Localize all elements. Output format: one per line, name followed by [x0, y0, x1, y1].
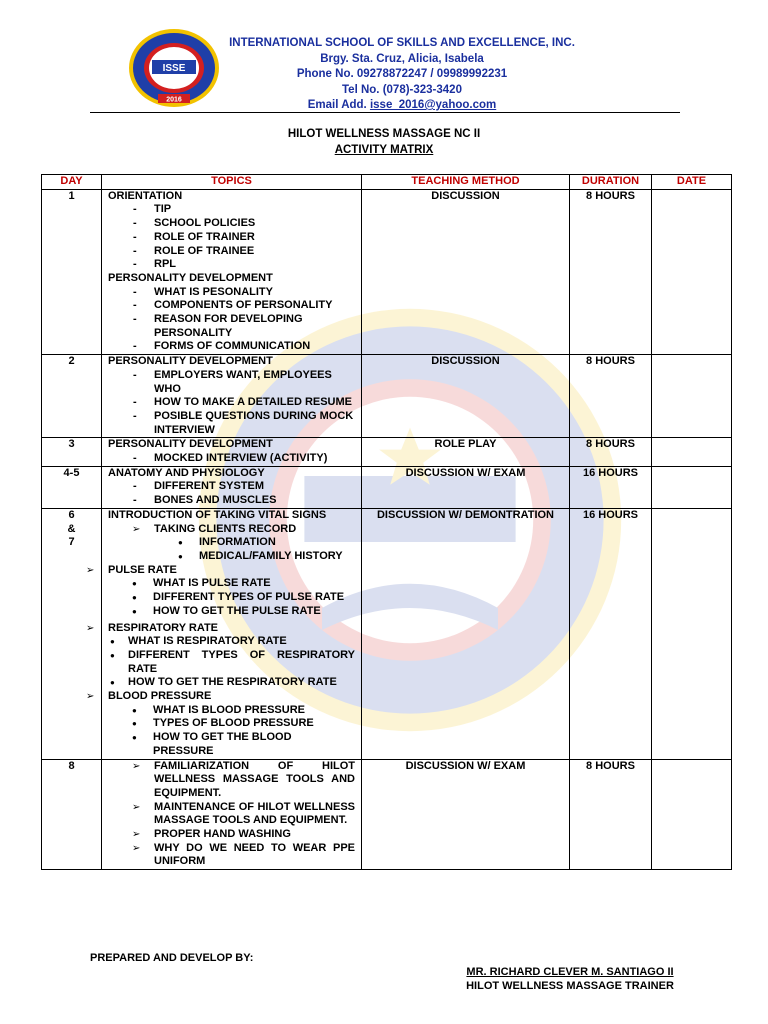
matrix-title: ACTIVITY MATRIX: [334, 144, 434, 156]
school-address: Brgy. Sta. Cruz, Alicia, Isabela: [320, 52, 484, 65]
list-item: - ROLE OF TRAINER: [108, 231, 355, 245]
subtopic-list: [108, 480, 355, 507]
list-item: ● HOW TO GET THE PULSE RATE: [108, 605, 355, 619]
list-item: - TIP: [108, 203, 355, 217]
list-item: - EMPLOYERS WANT, EMPLOYEES WHO: [108, 369, 355, 396]
method-cell: DISCUSSION W/ DEMONTRATION: [362, 508, 570, 759]
table-row: [42, 355, 732, 438]
list-item: ● HOW TO GET THE BLOOD PRESSURE: [108, 731, 355, 758]
topic-heading: PERSONALITY DEVELOPMENT: [108, 438, 273, 451]
group-label: TAKING CLIENTS RECORD: [154, 522, 297, 535]
topic-heading: ORIENTATION: [108, 189, 183, 202]
list-item: ➢ FAMILIARIZATION OF HILOT WELLNESS MASSAGE TOOLS AND EQUIPMENT.: [108, 760, 355, 801]
topic-heading: INTRODUCTION OF TAKING VITAL SIGNS: [108, 508, 327, 521]
group-items: [154, 536, 355, 563]
prepared-by-label: PREPARED AND DEVELOP BY:: [90, 952, 254, 964]
day-cell: 4-5: [42, 466, 102, 508]
list-item: ➢ WHY DO WE NEED TO WEAR PPE UNIFORM: [108, 842, 355, 869]
trainer-signature-block: [420, 966, 720, 993]
list-item: ● TYPES OF BLOOD PRESSURE: [108, 717, 355, 731]
header-day: DAY: [42, 175, 102, 190]
list-item: - ROLE OF TRAINEE: [108, 245, 355, 259]
topics-cell: [102, 759, 362, 870]
document-title: [0, 126, 768, 158]
topics-cell: [102, 189, 362, 354]
duration-cell: 8 HOURS: [570, 438, 652, 466]
vital-signs-list: [108, 523, 355, 564]
list-item: ➢ PROPER HAND WASHING: [108, 828, 355, 842]
trainer-title: HILOT WELLNESS MASSAGE TRAINER: [466, 979, 674, 992]
subtopic-list: [108, 203, 355, 272]
list-item: [62, 690, 355, 759]
group-items: [108, 704, 355, 759]
list-item: - FORMS OF COMMUNICATION: [108, 340, 355, 354]
duration-cell: 8 HOURS: [570, 189, 652, 354]
date-cell: [652, 759, 732, 870]
topics-cell: [102, 355, 362, 438]
table-row: [42, 466, 732, 508]
list-item: ● WHAT IS BLOOD PRESSURE: [108, 704, 355, 718]
header-topics: TOPICS: [102, 175, 362, 190]
method-cell: ROLE PLAY: [362, 438, 570, 466]
subtopic-list: [108, 286, 355, 355]
duration-cell: 8 HOURS: [570, 355, 652, 438]
list-item: - HOW TO MAKE A DETAILED RESUME: [108, 396, 355, 410]
day-cell: 8: [42, 759, 102, 870]
logo-year: 2016: [166, 96, 182, 104]
day-line: &: [67, 522, 76, 535]
date-cell: [652, 355, 732, 438]
list-item: ● INFORMATION: [154, 536, 355, 550]
topic-heading: PERSONALITY DEVELOPMENT: [108, 271, 273, 284]
header-duration: DURATION: [570, 175, 652, 190]
method-cell: DISCUSSION: [362, 355, 570, 438]
course-title: HILOT WELLNESS MASSAGE NC II: [287, 128, 481, 140]
date-cell: [652, 438, 732, 466]
date-cell: [652, 189, 732, 354]
school-phone: Phone No. 09278872247 / 09989992231: [296, 68, 508, 80]
school-name: INTERNATIONAL SCHOOL OF SKILLS AND EXCELLENCE, INC.: [229, 37, 575, 49]
table-row: [42, 438, 732, 466]
school-logo: [128, 28, 220, 108]
list-item: ● WHAT IS PULSE RATE: [108, 577, 355, 591]
list-item: ● HOW TO GET THE RESPIRATORY RATE: [108, 676, 355, 690]
list-item: - MOCKED INTERVIEW (ACTIVITY): [108, 452, 355, 466]
list-item: ● WHAT IS RESPIRATORY RATE: [108, 635, 355, 649]
duration-cell: 16 HOURS: [570, 466, 652, 508]
day-line: 7: [68, 536, 75, 549]
activity-matrix-table: [41, 174, 732, 870]
day-line: 6: [68, 508, 75, 521]
list-item: ● DIFFERENT TYPES OF PULSE RATE: [108, 591, 355, 605]
list-item: ➢ MAINTENANCE OF HILOT WELLNESS MASSAGE TOOLS AND EQUIPMENT.: [108, 801, 355, 828]
method-cell: DISCUSSION W/ EXAM: [362, 466, 570, 508]
list-item: - REASON FOR DEVELOPING PERSONALITY: [108, 313, 355, 340]
list-item: - SCHOOL POLICIES: [108, 217, 355, 231]
vital-signs-list: [62, 564, 355, 759]
topic-heading: ANATOMY AND PHYSIOLOGY: [108, 466, 265, 479]
list-item: - COMPONENTS OF PERSONALITY: [108, 299, 355, 313]
group-label: RESPIRATORY RATE: [108, 621, 219, 634]
header-date: DATE: [652, 175, 732, 190]
day-cell: 2: [42, 355, 102, 438]
group-items: [108, 635, 355, 690]
date-cell: [652, 508, 732, 759]
list-item: - BONES AND MUSCLES: [108, 494, 355, 508]
email-link[interactable]: isse_2016@yahoo.com: [369, 99, 497, 111]
list-item: - RPL: [108, 258, 355, 272]
date-cell: [652, 466, 732, 508]
header-method: TEACHING METHOD: [362, 175, 570, 190]
table-row: [42, 759, 732, 870]
group-items: [108, 577, 355, 618]
school-tel: Tel No. (078)-323-3420: [342, 83, 462, 96]
logo-letters: ISSE: [162, 63, 186, 74]
topics-cell: [102, 466, 362, 508]
list-item: [62, 564, 355, 619]
list-item: [108, 523, 355, 564]
duration-cell: 8 HOURS: [570, 759, 652, 870]
list-item: [62, 622, 355, 691]
list-item: - WHAT IS PESONALITY: [108, 286, 355, 300]
list-item: - POSIBLE QUESTIONS DURING MOCK INTERVIEW: [108, 410, 355, 437]
list-item: ● MEDICAL/FAMILY HISTORY: [154, 550, 355, 564]
group-label: PULSE RATE: [108, 563, 177, 576]
topic-heading: PERSONALITY DEVELOPMENT: [108, 355, 273, 368]
email-label: Email Add.: [307, 99, 367, 111]
tools-list: [108, 760, 355, 870]
subtopic-list: [108, 452, 355, 466]
day-cell: 1: [42, 189, 102, 354]
method-cell: DISCUSSION: [362, 189, 570, 354]
table-header-row: [42, 175, 732, 190]
subtopic-list: [108, 369, 355, 438]
table-row: [42, 508, 732, 759]
header-divider: [90, 112, 680, 113]
group-label: BLOOD PRESSURE: [108, 690, 212, 703]
topics-cell: [102, 508, 362, 759]
list-item: - DIFFERENT SYSTEM: [108, 480, 355, 494]
school-info: [222, 36, 582, 114]
topics-cell: [102, 438, 362, 466]
list-item: ● DIFFERENT TYPES OF RESPIRATORY RATE: [108, 649, 355, 676]
duration-cell: 16 HOURS: [570, 508, 652, 759]
day-cell: 3: [42, 438, 102, 466]
table-row: [42, 189, 732, 354]
trainer-name: MR. RICHARD CLEVER M. SANTIAGO II: [466, 966, 674, 978]
method-cell: DISCUSSION W/ EXAM: [362, 759, 570, 870]
